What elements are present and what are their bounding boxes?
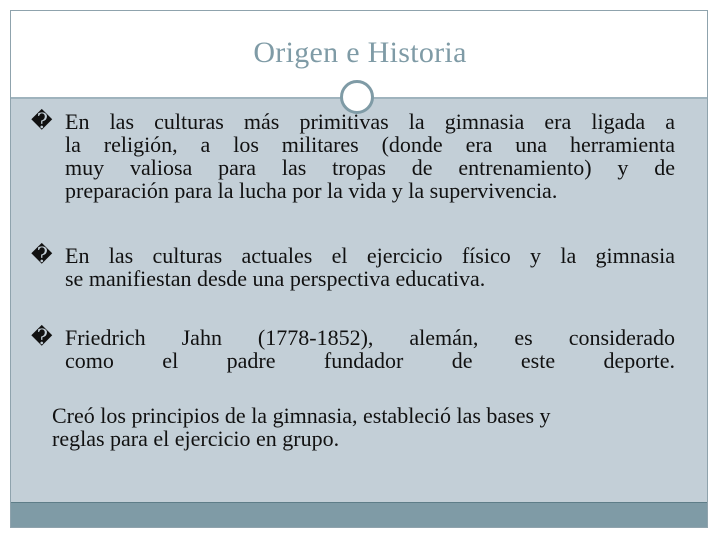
bullet-paragraph-2 [31, 243, 675, 291]
paragraph-line: la religión, a los militares (donde era una herramienta [65, 132, 675, 157]
bullet-icon: � [31, 325, 53, 349]
bullet-paragraph-3 [31, 325, 675, 373]
paragraph-line: reglas para el ejercicio en grupo. [52, 426, 340, 451]
paragraph-line: preparación para la lucha por la vida y la supervivencia. [65, 178, 558, 203]
slide-title: Origen e Historia [253, 36, 467, 69]
paragraph-line: como el padre fundador de este deporte. [65, 348, 675, 373]
bullet-paragraph-1 [31, 109, 675, 203]
footer-band [11, 503, 707, 527]
paragraph-line: se manifiestan desde una perspectiva educativa. [65, 266, 486, 291]
paragraph-line: Friedrich Jahn (1778-1852), alemán, es considerado [65, 325, 675, 350]
paragraph-line: muy valiosa para las tropas de entrenamiento) y de [65, 155, 675, 180]
bullet-icon: � [31, 243, 53, 267]
paragraph-line: En las culturas más primitivas la gimnasia era ligada a [65, 109, 675, 134]
paragraph-line: En las culturas actuales el ejercicio físico y la gimnasia [65, 243, 675, 268]
plain-paragraph [52, 404, 672, 450]
paragraph-line: Creó los principios de la gimnasia, estableció las bases y [52, 403, 551, 428]
bullet-icon: � [31, 109, 53, 133]
